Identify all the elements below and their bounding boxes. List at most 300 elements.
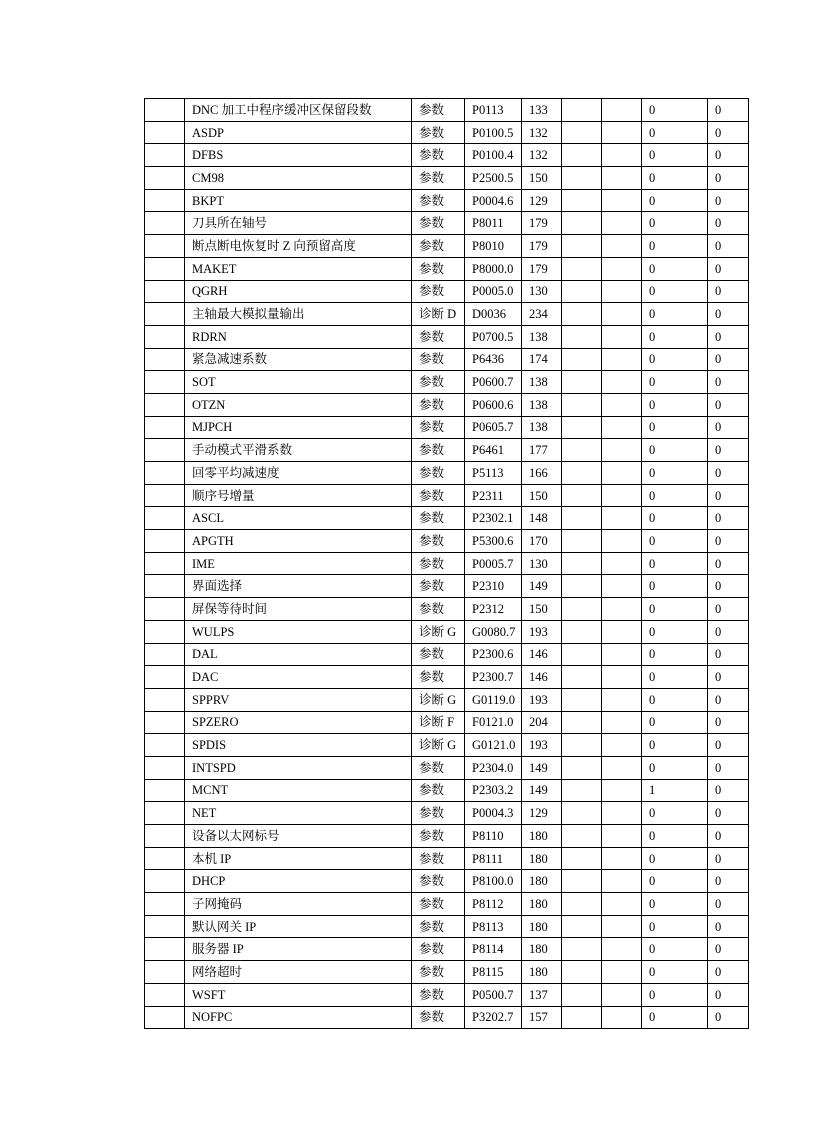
param-code-cell: P0004.6: [465, 189, 522, 212]
blank-cell-a: [562, 371, 602, 394]
param-type-cell: 参数: [412, 643, 465, 666]
row-index-cell: [145, 257, 185, 280]
row-index-cell: [145, 99, 185, 122]
param-type-cell: 诊断 F: [412, 711, 465, 734]
param-name-cell: 紧急减速系数: [185, 348, 412, 371]
param-name-cell: 界面选择: [185, 575, 412, 598]
page-number-cell: 174: [522, 348, 562, 371]
page-number-cell: 138: [522, 325, 562, 348]
blank-cell-a: [562, 711, 602, 734]
param-code-cell: P2300.7: [465, 666, 522, 689]
blank-cell-a: [562, 552, 602, 575]
param-code-cell: P8113: [465, 915, 522, 938]
param-type-cell: 参数: [412, 870, 465, 893]
blank-cell-a: [562, 507, 602, 530]
blank-cell-a: [562, 416, 602, 439]
value-cell-2: 0: [708, 961, 749, 984]
value-cell-1: 0: [642, 303, 708, 326]
row-index-cell: [145, 303, 185, 326]
param-code-cell: P2312: [465, 598, 522, 621]
value-cell-1: 0: [642, 575, 708, 598]
value-cell-2: 0: [708, 371, 749, 394]
param-code-cell: P0004.3: [465, 802, 522, 825]
value-cell-2: 0: [708, 325, 749, 348]
value-cell-1: 0: [642, 325, 708, 348]
param-type-cell: 参数: [412, 666, 465, 689]
param-code-cell: P8000.0: [465, 257, 522, 280]
param-name-cell: 断点断电恢复时 Z 向预留高度: [185, 235, 412, 258]
page-number-cell: 180: [522, 825, 562, 848]
param-code-cell: P2304.0: [465, 756, 522, 779]
value-cell-2: 0: [708, 756, 749, 779]
blank-cell-a: [562, 938, 602, 961]
page-number-cell: 179: [522, 212, 562, 235]
param-name-cell: DNC 加工中程序缓冲区保留段数: [185, 99, 412, 122]
value-cell-1: 0: [642, 666, 708, 689]
param-name-cell: MCNT: [185, 779, 412, 802]
value-cell-2: 0: [708, 439, 749, 462]
table-row: [145, 325, 749, 348]
param-type-cell: 参数: [412, 416, 465, 439]
param-code-cell: P0005.0: [465, 280, 522, 303]
table-row: [145, 121, 749, 144]
blank-cell-b: [602, 257, 642, 280]
page-number-cell: 234: [522, 303, 562, 326]
param-type-cell: 参数: [412, 802, 465, 825]
value-cell-1: 0: [642, 961, 708, 984]
value-cell-2: 0: [708, 144, 749, 167]
value-cell-1: 0: [642, 983, 708, 1006]
table-row: [145, 711, 749, 734]
blank-cell-a: [562, 462, 602, 485]
page-number-cell: 133: [522, 99, 562, 122]
page-number-cell: 180: [522, 915, 562, 938]
value-cell-1: 0: [642, 802, 708, 825]
param-code-cell: P6436: [465, 348, 522, 371]
param-name-cell: SPPRV: [185, 688, 412, 711]
param-type-cell: 参数: [412, 280, 465, 303]
row-index-cell: [145, 167, 185, 190]
blank-cell-a: [562, 915, 602, 938]
param-type-cell: 参数: [412, 961, 465, 984]
param-name-cell: SOT: [185, 371, 412, 394]
param-type-cell: 诊断 D: [412, 303, 465, 326]
param-type-cell: 参数: [412, 144, 465, 167]
value-cell-2: 0: [708, 893, 749, 916]
value-cell-1: 0: [642, 825, 708, 848]
param-code-cell: P8111: [465, 847, 522, 870]
row-index-cell: [145, 484, 185, 507]
param-name-cell: 刀具所在轴号: [185, 212, 412, 235]
value-cell-2: 0: [708, 915, 749, 938]
table-row: [145, 870, 749, 893]
table-row: [145, 756, 749, 779]
param-name-cell: WULPS: [185, 620, 412, 643]
param-code-cell: P0600.6: [465, 393, 522, 416]
blank-cell-b: [602, 303, 642, 326]
page-number-cell: 204: [522, 711, 562, 734]
row-index-cell: [145, 915, 185, 938]
page-number-cell: 193: [522, 734, 562, 757]
value-cell-1: 0: [642, 893, 708, 916]
page-number-cell: 193: [522, 688, 562, 711]
value-cell-1: 0: [642, 643, 708, 666]
blank-cell-a: [562, 484, 602, 507]
table-row: [145, 507, 749, 530]
param-code-cell: P3202.7: [465, 1006, 522, 1029]
param-code-cell: P8100.0: [465, 870, 522, 893]
param-name-cell: ASCL: [185, 507, 412, 530]
value-cell-1: 0: [642, 99, 708, 122]
param-type-cell: 参数: [412, 212, 465, 235]
value-cell-1: 1: [642, 779, 708, 802]
row-index-cell: [145, 371, 185, 394]
table-row: [145, 462, 749, 485]
param-name-cell: DAC: [185, 666, 412, 689]
param-type-cell: 诊断 G: [412, 734, 465, 757]
value-cell-2: 0: [708, 348, 749, 371]
blank-cell-b: [602, 711, 642, 734]
param-name-cell: 顺序号增量: [185, 484, 412, 507]
table-row: [145, 893, 749, 916]
param-name-cell: 本机 IP: [185, 847, 412, 870]
row-index-cell: [145, 530, 185, 553]
page-number-cell: 129: [522, 802, 562, 825]
table-row: [145, 825, 749, 848]
param-code-cell: P0005.7: [465, 552, 522, 575]
param-name-cell: SPDIS: [185, 734, 412, 757]
blank-cell-b: [602, 212, 642, 235]
value-cell-2: 0: [708, 507, 749, 530]
row-index-cell: [145, 711, 185, 734]
value-cell-1: 0: [642, 144, 708, 167]
blank-cell-a: [562, 144, 602, 167]
blank-cell-b: [602, 416, 642, 439]
blank-cell-b: [602, 1006, 642, 1029]
blank-cell-a: [562, 847, 602, 870]
value-cell-2: 0: [708, 393, 749, 416]
value-cell-2: 0: [708, 212, 749, 235]
value-cell-1: 0: [642, 734, 708, 757]
page-number-cell: 180: [522, 893, 562, 916]
blank-cell-a: [562, 257, 602, 280]
value-cell-1: 0: [642, 1006, 708, 1029]
table-row: [145, 779, 749, 802]
blank-cell-a: [562, 983, 602, 1006]
value-cell-2: 0: [708, 257, 749, 280]
value-cell-1: 0: [642, 870, 708, 893]
table-row: [145, 416, 749, 439]
value-cell-2: 0: [708, 303, 749, 326]
param-name-cell: IME: [185, 552, 412, 575]
table-row: [145, 620, 749, 643]
row-index-cell: [145, 734, 185, 757]
value-cell-2: 0: [708, 688, 749, 711]
blank-cell-b: [602, 484, 642, 507]
blank-cell-a: [562, 99, 602, 122]
param-type-cell: 参数: [412, 915, 465, 938]
param-type-cell: 参数: [412, 257, 465, 280]
page-number-cell: 179: [522, 257, 562, 280]
blank-cell-b: [602, 189, 642, 212]
blank-cell-b: [602, 666, 642, 689]
blank-cell-b: [602, 121, 642, 144]
row-index-cell: [145, 212, 185, 235]
blank-cell-a: [562, 620, 602, 643]
param-name-cell: NOFPC: [185, 1006, 412, 1029]
value-cell-2: 0: [708, 462, 749, 485]
param-type-cell: 参数: [412, 1006, 465, 1029]
page-number-cell: 130: [522, 552, 562, 575]
page-number-cell: 146: [522, 666, 562, 689]
param-type-cell: 诊断 G: [412, 688, 465, 711]
param-code-cell: P8114: [465, 938, 522, 961]
param-name-cell: ASDP: [185, 121, 412, 144]
blank-cell-a: [562, 189, 602, 212]
row-index-cell: [145, 1006, 185, 1029]
row-index-cell: [145, 620, 185, 643]
table-row: [145, 99, 749, 122]
row-index-cell: [145, 325, 185, 348]
param-code-cell: P0605.7: [465, 416, 522, 439]
page-number-cell: 179: [522, 235, 562, 258]
row-index-cell: [145, 235, 185, 258]
blank-cell-a: [562, 439, 602, 462]
value-cell-1: 0: [642, 235, 708, 258]
value-cell-1: 0: [642, 530, 708, 553]
table-row: [145, 439, 749, 462]
row-index-cell: [145, 825, 185, 848]
table-row: [145, 575, 749, 598]
param-code-cell: P8110: [465, 825, 522, 848]
row-index-cell: [145, 779, 185, 802]
blank-cell-a: [562, 802, 602, 825]
param-type-cell: 参数: [412, 893, 465, 916]
param-name-cell: OTZN: [185, 393, 412, 416]
page-number-cell: 138: [522, 371, 562, 394]
value-cell-1: 0: [642, 416, 708, 439]
blank-cell-b: [602, 167, 642, 190]
row-index-cell: [145, 348, 185, 371]
value-cell-1: 0: [642, 212, 708, 235]
param-name-cell: CM98: [185, 167, 412, 190]
param-code-cell: P0600.7: [465, 371, 522, 394]
page-number-cell: 180: [522, 938, 562, 961]
param-code-cell: P6461: [465, 439, 522, 462]
param-name-cell: WSFT: [185, 983, 412, 1006]
blank-cell-a: [562, 167, 602, 190]
table-row: [145, 303, 749, 326]
row-index-cell: [145, 643, 185, 666]
table-row: [145, 189, 749, 212]
blank-cell-b: [602, 983, 642, 1006]
table-row: [145, 688, 749, 711]
table-row: [145, 938, 749, 961]
blank-cell-b: [602, 825, 642, 848]
value-cell-1: 0: [642, 280, 708, 303]
param-name-cell: 设备以太网标号: [185, 825, 412, 848]
param-code-cell: P8112: [465, 893, 522, 916]
value-cell-2: 0: [708, 802, 749, 825]
blank-cell-b: [602, 688, 642, 711]
blank-cell-a: [562, 348, 602, 371]
param-code-cell: G0121.0: [465, 734, 522, 757]
blank-cell-b: [602, 802, 642, 825]
row-index-cell: [145, 416, 185, 439]
param-code-cell: P5300.6: [465, 530, 522, 553]
table-row: [145, 530, 749, 553]
param-code-cell: D0036: [465, 303, 522, 326]
value-cell-1: 0: [642, 711, 708, 734]
param-code-cell: P5113: [465, 462, 522, 485]
table-row: [145, 144, 749, 167]
page-number-cell: 150: [522, 167, 562, 190]
param-code-cell: P2302.1: [465, 507, 522, 530]
value-cell-1: 0: [642, 167, 708, 190]
param-type-cell: 参数: [412, 484, 465, 507]
blank-cell-a: [562, 303, 602, 326]
page-number-cell: 170: [522, 530, 562, 553]
value-cell-2: 0: [708, 983, 749, 1006]
blank-cell-a: [562, 643, 602, 666]
row-index-cell: [145, 666, 185, 689]
param-type-cell: 参数: [412, 462, 465, 485]
param-type-cell: 参数: [412, 371, 465, 394]
param-type-cell: 参数: [412, 99, 465, 122]
param-type-cell: 参数: [412, 439, 465, 462]
row-index-cell: [145, 280, 185, 303]
table-row: [145, 734, 749, 757]
row-index-cell: [145, 847, 185, 870]
blank-cell-b: [602, 99, 642, 122]
param-type-cell: 诊断 G: [412, 620, 465, 643]
param-name-cell: APGTH: [185, 530, 412, 553]
blank-cell-a: [562, 598, 602, 621]
table-row: [145, 393, 749, 416]
value-cell-2: 0: [708, 552, 749, 575]
param-name-cell: DAL: [185, 643, 412, 666]
blank-cell-b: [602, 779, 642, 802]
param-type-cell: 参数: [412, 575, 465, 598]
param-type-cell: 参数: [412, 121, 465, 144]
param-type-cell: 参数: [412, 756, 465, 779]
param-name-cell: QGRH: [185, 280, 412, 303]
table-row: [145, 847, 749, 870]
blank-cell-a: [562, 235, 602, 258]
param-name-cell: 手动模式平滑系数: [185, 439, 412, 462]
param-code-cell: G0119.0: [465, 688, 522, 711]
param-code-cell: P2311: [465, 484, 522, 507]
param-name-cell: 主轴最大模拟量输出: [185, 303, 412, 326]
page-number-cell: 180: [522, 961, 562, 984]
table-row: [145, 280, 749, 303]
blank-cell-b: [602, 893, 642, 916]
blank-cell-a: [562, 280, 602, 303]
param-name-cell: 回零平均减速度: [185, 462, 412, 485]
param-name-cell: RDRN: [185, 325, 412, 348]
param-name-cell: SPZERO: [185, 711, 412, 734]
blank-cell-a: [562, 530, 602, 553]
value-cell-2: 0: [708, 121, 749, 144]
value-cell-2: 0: [708, 280, 749, 303]
table-row: [145, 598, 749, 621]
value-cell-2: 0: [708, 416, 749, 439]
param-code-cell: P0100.4: [465, 144, 522, 167]
row-index-cell: [145, 938, 185, 961]
value-cell-2: 0: [708, 711, 749, 734]
page-number-cell: 180: [522, 870, 562, 893]
blank-cell-b: [602, 348, 642, 371]
param-code-cell: P2310: [465, 575, 522, 598]
value-cell-2: 0: [708, 167, 749, 190]
blank-cell-a: [562, 756, 602, 779]
param-type-cell: 参数: [412, 325, 465, 348]
table-row: [145, 983, 749, 1006]
blank-cell-a: [562, 1006, 602, 1029]
blank-cell-a: [562, 121, 602, 144]
value-cell-2: 0: [708, 847, 749, 870]
page-number-cell: 177: [522, 439, 562, 462]
param-type-cell: 参数: [412, 598, 465, 621]
blank-cell-a: [562, 870, 602, 893]
table-row: [145, 371, 749, 394]
blank-cell-a: [562, 393, 602, 416]
page-number-cell: 129: [522, 189, 562, 212]
row-index-cell: [145, 189, 185, 212]
value-cell-1: 0: [642, 121, 708, 144]
value-cell-1: 0: [642, 257, 708, 280]
value-cell-1: 0: [642, 371, 708, 394]
table-row: [145, 167, 749, 190]
param-name-cell: 服务器 IP: [185, 938, 412, 961]
param-type-cell: 参数: [412, 167, 465, 190]
blank-cell-b: [602, 756, 642, 779]
value-cell-2: 0: [708, 235, 749, 258]
table-row: [145, 348, 749, 371]
param-type-cell: 参数: [412, 779, 465, 802]
value-cell-2: 0: [708, 643, 749, 666]
page-number-cell: 132: [522, 121, 562, 144]
table-row: [145, 552, 749, 575]
blank-cell-b: [602, 462, 642, 485]
blank-cell-a: [562, 961, 602, 984]
table-row: [145, 257, 749, 280]
param-name-cell: MAKET: [185, 257, 412, 280]
row-index-cell: [145, 983, 185, 1006]
row-index-cell: [145, 144, 185, 167]
param-type-cell: 参数: [412, 348, 465, 371]
blank-cell-b: [602, 530, 642, 553]
blank-cell-a: [562, 688, 602, 711]
table-row: [145, 961, 749, 984]
param-type-cell: 参数: [412, 847, 465, 870]
blank-cell-a: [562, 575, 602, 598]
param-code-cell: P0113: [465, 99, 522, 122]
value-cell-1: 0: [642, 915, 708, 938]
param-code-cell: P2303.2: [465, 779, 522, 802]
param-name-cell: INTSPD: [185, 756, 412, 779]
page-number-cell: 137: [522, 983, 562, 1006]
param-code-cell: P0700.5: [465, 325, 522, 348]
row-index-cell: [145, 756, 185, 779]
blank-cell-b: [602, 870, 642, 893]
value-cell-1: 0: [642, 688, 708, 711]
table-row: [145, 802, 749, 825]
blank-cell-b: [602, 280, 642, 303]
param-code-cell: F0121.0: [465, 711, 522, 734]
param-name-cell: 屏保等待时间: [185, 598, 412, 621]
value-cell-2: 0: [708, 734, 749, 757]
